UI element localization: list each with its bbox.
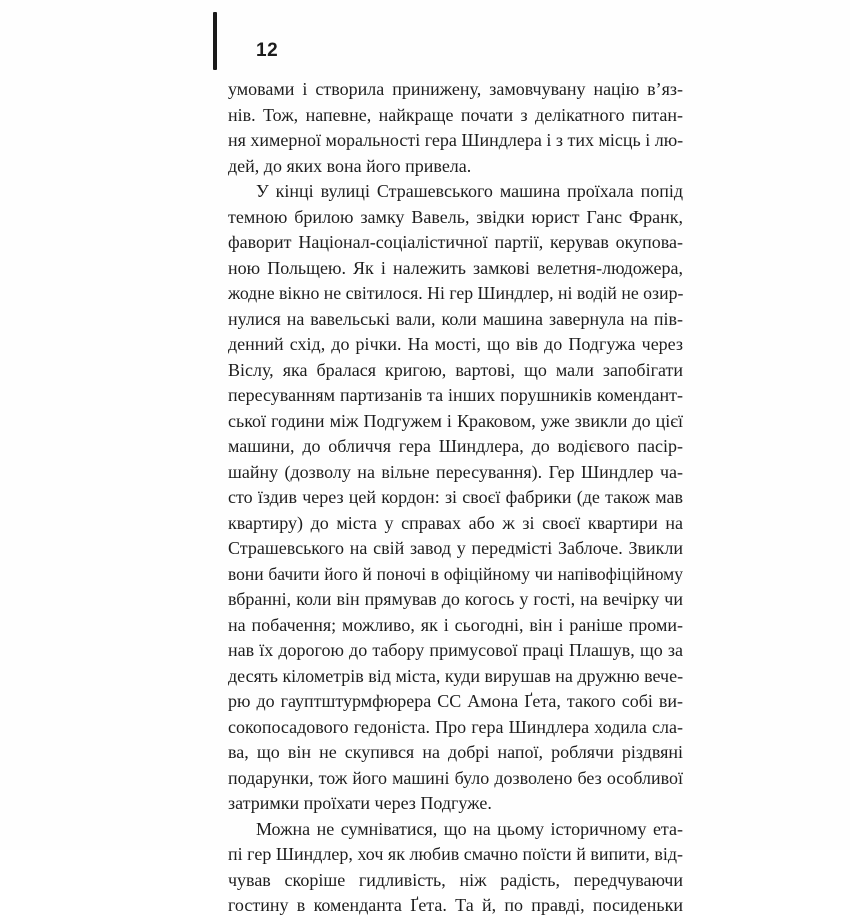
paragraph bbox=[228, 77, 683, 179]
text-line: темною брилою замку Вавель, звідки юрист Ганс Франк, bbox=[228, 206, 683, 227]
text-line: затримки проїхати через Подгуже. bbox=[228, 793, 492, 813]
text-line: десять кілометрів від міста, куди вирушав на дружню вече- bbox=[228, 665, 684, 686]
text-line: ня химерної моральності гера Шиндлера і з тих місць і лю- bbox=[228, 130, 684, 150]
text-line: фаворит Націонал-соціалістичної партії, керував окупова- bbox=[228, 232, 683, 252]
text-line: Віслу, яка бралася кригою, вартові, що мали запобігати bbox=[228, 359, 683, 380]
text-line: рю до гауптштурмфюрера СС Амона Ґета, такого собі ви- bbox=[228, 691, 683, 711]
text-line: нулися на вавельські вали, коли машина завернула на пів- bbox=[228, 308, 683, 329]
text-line: вбранні, коли він прямував до когось у гості, на вечірку чи bbox=[228, 589, 683, 609]
text-line: ської години між Подгужем і Краковом, уже звикли до цієї bbox=[228, 410, 683, 431]
text-line: умовами і створила принижену, замовчувану націю в’яз- bbox=[228, 79, 683, 99]
text-line: ва, що він не скупився на добрі напої, роблячи різдвяні bbox=[228, 742, 683, 762]
text-line: нав їх дорогою до табору примусової праці Плашув, що за bbox=[228, 640, 683, 660]
page-number: 12 bbox=[256, 40, 279, 61]
binding-shadow bbox=[213, 12, 217, 70]
text-line: нів. Тож, напевне, найкраще почати з делікатного питан- bbox=[228, 104, 683, 125]
text-line: жодне вікно не світилося. Ні гер Шиндлер, ні водій не озир- bbox=[228, 283, 684, 303]
text-line: пересуванням партизанів та інших порушників комендант- bbox=[228, 385, 683, 405]
text-line: машини, до обличчя гера Шиндлера, до водієвого пасір- bbox=[228, 436, 683, 456]
text-line: шайну (дозволу на вільне пересування). Гер Шиндлер ча- bbox=[228, 461, 683, 482]
body-text bbox=[228, 77, 683, 919]
paragraph bbox=[228, 817, 683, 919]
text-line: вони бачити його й поночі в офіційному чи напівофіційному bbox=[228, 563, 683, 584]
text-line: Можна не сумніватися, що на цьому історичному ета- bbox=[256, 818, 683, 839]
text-line: сто їздив через цей кордон: зі своєї фабрики (де також мав bbox=[228, 487, 683, 507]
text-line: квартиру) до міста у справах або ж зі своєї квартири на bbox=[228, 512, 683, 533]
text-line: подарунки, тож його машині було дозволено без особливої bbox=[228, 767, 683, 788]
text-line: на побачення; можливо, як і сьогодні, він і раніше проми- bbox=[228, 614, 683, 635]
text-line: денний схід, до річки. На мості, що вів до Подгужа через bbox=[228, 334, 683, 354]
text-line: гостину в коменданта Ґета. Та й, по правді, посиденьки bbox=[228, 895, 683, 915]
text-line: чував скоріше гидливість, ніж радість, передчуваючи bbox=[228, 869, 683, 890]
text-line: пі гер Шиндлер, хоч як любив смачно поїсти й випити, від- bbox=[228, 844, 683, 864]
text-line: Страшевського на свій завод у передмісті Заблоче. Звикли bbox=[228, 538, 683, 558]
text-line: сокопосадового гедоніста. Про гера Шиндлера ходила сла- bbox=[228, 716, 683, 737]
text-line: дей, до яких вона його привела. bbox=[228, 155, 472, 176]
text-line: У кінці вулиці Страшевського машина проїхала попід bbox=[256, 181, 683, 201]
text-line: ною Польщею. Як і належить замкові велетня-людожера, bbox=[228, 257, 683, 278]
paragraph bbox=[228, 179, 683, 817]
